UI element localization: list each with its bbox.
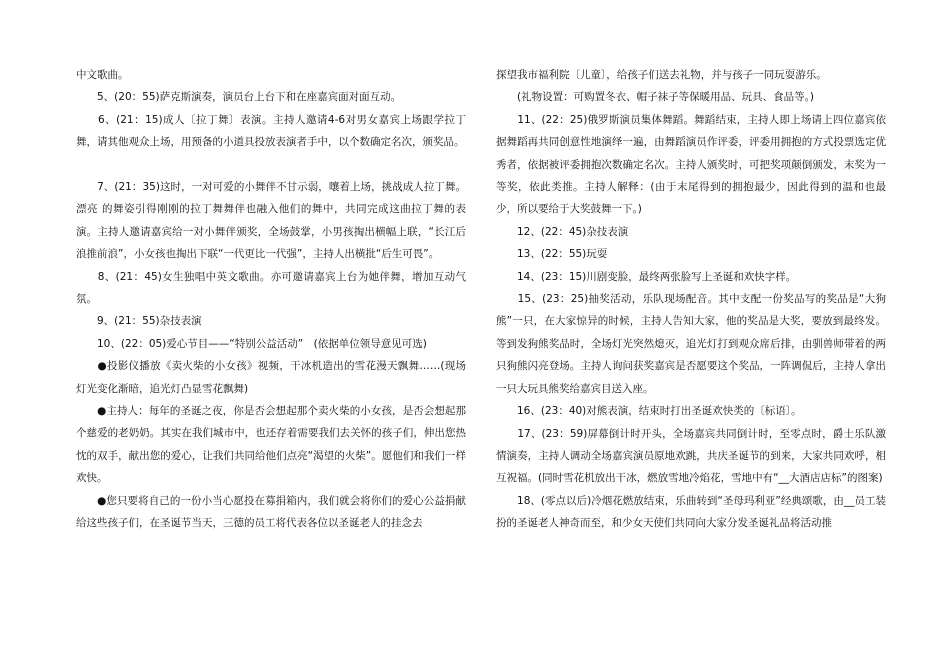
paragraph: 9、(21：55)杂技表演 xyxy=(76,315,202,328)
paragraph: 11、(22：25)俄罗斯演员集体舞蹈。舞蹈结束，主持人即上场请上四位嘉宾依据舞蹈再共同创意性地演绎一遍，由舞蹈演员作评委，评委用拥抱的方式投票选定优秀者，依据被评委拥抱次数确定名次。主持人颁奖时，可把奖项颠倒颁发，末奖为一等奖，依此类推。主持人解释：(由于末尾得到的拥抱最少，因此得到的温和也最少，所以要给于大奖鼓舞一下。) xyxy=(496,113,886,216)
paragraph: 15、(23：25)抽奖活动，乐队现场配音。其中支配一份奖品写的奖品是“大狗熊”一只，在大家惊异的时候，主持人告知大家，他的奖品是大奖，要放到最终发。等到发狗熊奖品时，全场灯光突然熄灭，追光灯打到观众席后排，由驯兽师带着的两只狗熊闪亮登场。主持人询问获奖嘉宾是否愿要这个奖品，一阵调侃后，主持人拿出一只大玩具熊奖给嘉宾目送入座。 xyxy=(496,293,886,395)
paragraph: ●投影仪播放《卖火柴的小女孩》视频，干冰机造出的雪花漫天飘舞……(现场灯光变化渐暗，追光灯凸显雪花飘舞) xyxy=(76,360,466,395)
paragraph: 18、(零点以后)冷烟花燃放结束，乐曲转到“圣母玛利亚”经典颂歌，由__员工装扮的圣诞老人神奇而至，和少女天使们共同向大家分发圣诞礼品将活动推 xyxy=(496,494,886,530)
paragraph: (礼物设置：可购置冬衣、帽子袜子等保暖用品、玩具、食品等。) xyxy=(496,91,814,104)
left-column xyxy=(76,64,466,535)
paragraph: 14、(23：15)川剧变脸，最终两张脸写上圣诞和欢快字样。 xyxy=(496,270,797,283)
paragraph: 17、(23：59)屏幕倒计时开头，全场嘉宾共同倒计时，至零点时，爵士乐队激情演奏，主持人调动全场嘉宾演员原地欢跳，共庆圣诞节的到来，大家共同欢呼，相互祝福。(同时雪花机放出干冰，燃放雪地冷焰花，雪地中有“__大酒店店标”的图案) xyxy=(496,427,886,485)
right-column xyxy=(496,64,886,535)
paragraph: 8、(21：45)女生独唱中英文歌曲。亦可邀请嘉宾上台为她伴舞，增加互动气氛。 xyxy=(76,270,466,306)
blank-line xyxy=(76,154,466,176)
paragraph: 探望我市福利院〔儿童〕，给孩子们送去礼物，并与孩子一同玩耍游乐。 xyxy=(496,69,827,81)
paragraph: ●主持人：每年的圣诞之夜，你是否会想起那个卖火柴的小女孩，是否会想起那个慈爱的老奶奶。其实在我们城市中，也还存着需要我们去关怀的孩子们，伸出您热忱的双手，献出您的爱心，让我们共同给他们点亮“渴望的火柴”。愿他们和我们一样欢快。 xyxy=(76,405,466,485)
paragraph: 12、(22：45)杂技表演 xyxy=(496,225,629,238)
paragraph: 6、(21：15)成人〔拉丁舞〕表演。主持人邀请4-6对男女嘉宾上场跟学拉丁舞，请其他观众上场，用预备的小道具投放表演者手中，以个数确定名次，颁奖品。 xyxy=(76,113,466,149)
paragraph: 7、(21：35)这时，一对可爱的小舞伴不甘示弱，嚷着上场，挑战成人拉丁舞。漂亮 的舞姿引得刚刚的拉丁舞舞伴也融入他们的舞中，共同完成这曲拉丁舞的表演。主持人邀请嘉宾给一对小舞伴颁奖，全场鼓掌，小男孩掏出横幅上联，“长江后浪推前浪”，小女孩也掏出下联“一代更比一代强”，主持人出横批“后生可畏”。 xyxy=(76,181,466,261)
paragraph: 中文歌曲。 xyxy=(76,69,129,81)
paragraph: 16、(23：40)对熊表演，结束时打出圣诞欢快类的〔标语〕。 xyxy=(496,405,802,418)
paragraph: 10、(22：05)爱心节目——“特别公益活动” (依据单位领导意见可选) xyxy=(76,337,427,350)
paragraph: 13、(22：55)玩耍 xyxy=(496,248,608,261)
paragraph: ●您只要将自己的一份小当心愿投在募捐箱内，我们就会将你们的爱心公益捐献给这些孩子们，在圣诞节当天，三德的员工将代表各位以圣诞老人的挂念去 xyxy=(76,494,466,530)
paragraph: 5、(20：55)萨克斯演奏，演员台上台下和在座嘉宾面对面互动。 xyxy=(76,91,402,104)
